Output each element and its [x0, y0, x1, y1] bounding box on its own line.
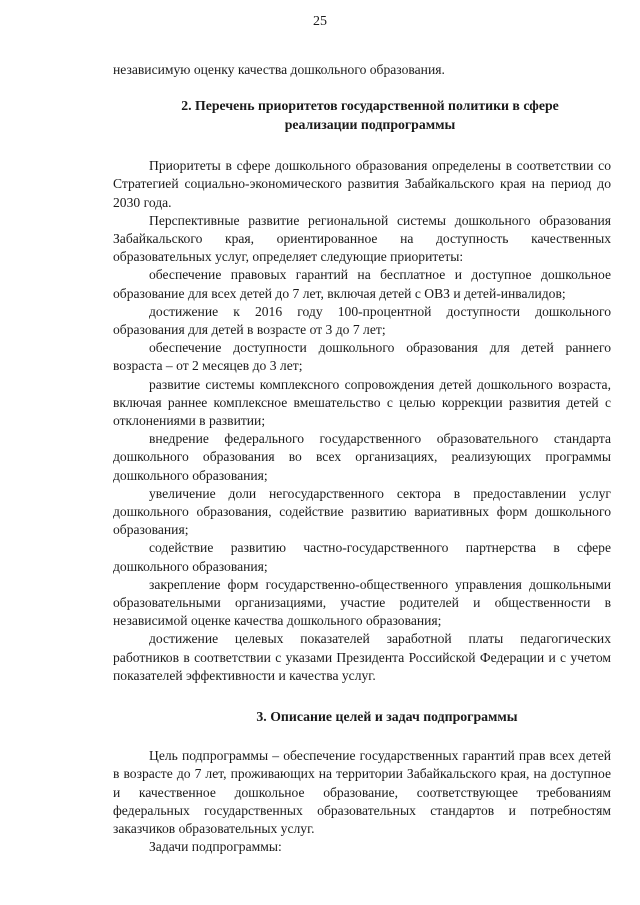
priority-item: содействие развитию частно-государственного партнерства в сфере дошкольного образования; [113, 540, 611, 574]
priority-item: обеспечение доступности дошкольного образования для детей раннего возраста – от 2 месяцев до 3 лет; [113, 340, 611, 374]
priority-item: развитие системы комплексного сопровождения детей дошкольного возраста, включая раннее комплексное вмешательство с целью коррекции развития детей с отклонениями в развитии; [113, 376, 611, 429]
section-3-heading: 3. Описание целей и задач подпрограммы [256, 709, 518, 725]
section-2-paragraph: Приоритеты в сфере дошкольного образования определены в соответствии со Стратегией социально-экономического развития Забайкальского края на период до 2030 года. [113, 158, 611, 210]
priority-item: достижение к 2016 году 100-процентной доступности дошкольного образования для детей в возрасте от 3 до 7 лет; [113, 303, 611, 338]
section-2-paragraph: Перспективные развитие региональной системы дошкольного образования Забайкальского края, ориентированное на доступность качественных образовательных услуг, определяет следующие приоритеты: [113, 212, 611, 265]
priority-item: обеспечение правовых гарантий на бесплатное и доступное дошкольное образование для всех детей до 7 лет, включая детей с ОВЗ и детей-инвалидов; [113, 267, 611, 301]
section-3-body [113, 747, 611, 856]
intro-line: независимую оценку качества дошкольного образования. [113, 62, 445, 77]
section-3-paragraph: Задачи подпрограммы: [149, 839, 282, 855]
section-2-body [113, 157, 611, 685]
document-body [113, 61, 611, 856]
section-2-heading: 2. Перечень приоритетов государственной политики в сфере реализации подпрограммы [181, 98, 559, 133]
priority-item: закрепление форм государственно-общественного управления дошкольными образовательными организациями, участие родителей и общественности в независимой оценке качества дошкольного образования; [113, 576, 611, 629]
priority-item: достижение целевых показателей заработной платы педагогических работников в соответствии с указами Президента Российской Федерации и с учетом показателей эффективности и качества услуг. [113, 631, 611, 683]
priority-item: внедрение федерального государственного образовательного стандарта дошкольного образования во всех организациях, реализующих программы дошкольного образования; [113, 431, 611, 483]
section-3-paragraph: Цель подпрограммы – обеспечение государственных гарантий прав всех детей в возрасте до 7 лет, проживающих на территории Забайкальского края, на доступное и качественное дошкольное образование, соответствующее требованиям федеральных государственных образовательных стандартов и потребностям заказчиков образовательных услуг. [113, 748, 611, 836]
page-number: 25 [313, 14, 327, 29]
priority-item: увеличение доли негосударственного сектора в предоставлении услуг дошкольного образования, содействие развитию вариативных форм дошкольного образования; [113, 485, 611, 538]
